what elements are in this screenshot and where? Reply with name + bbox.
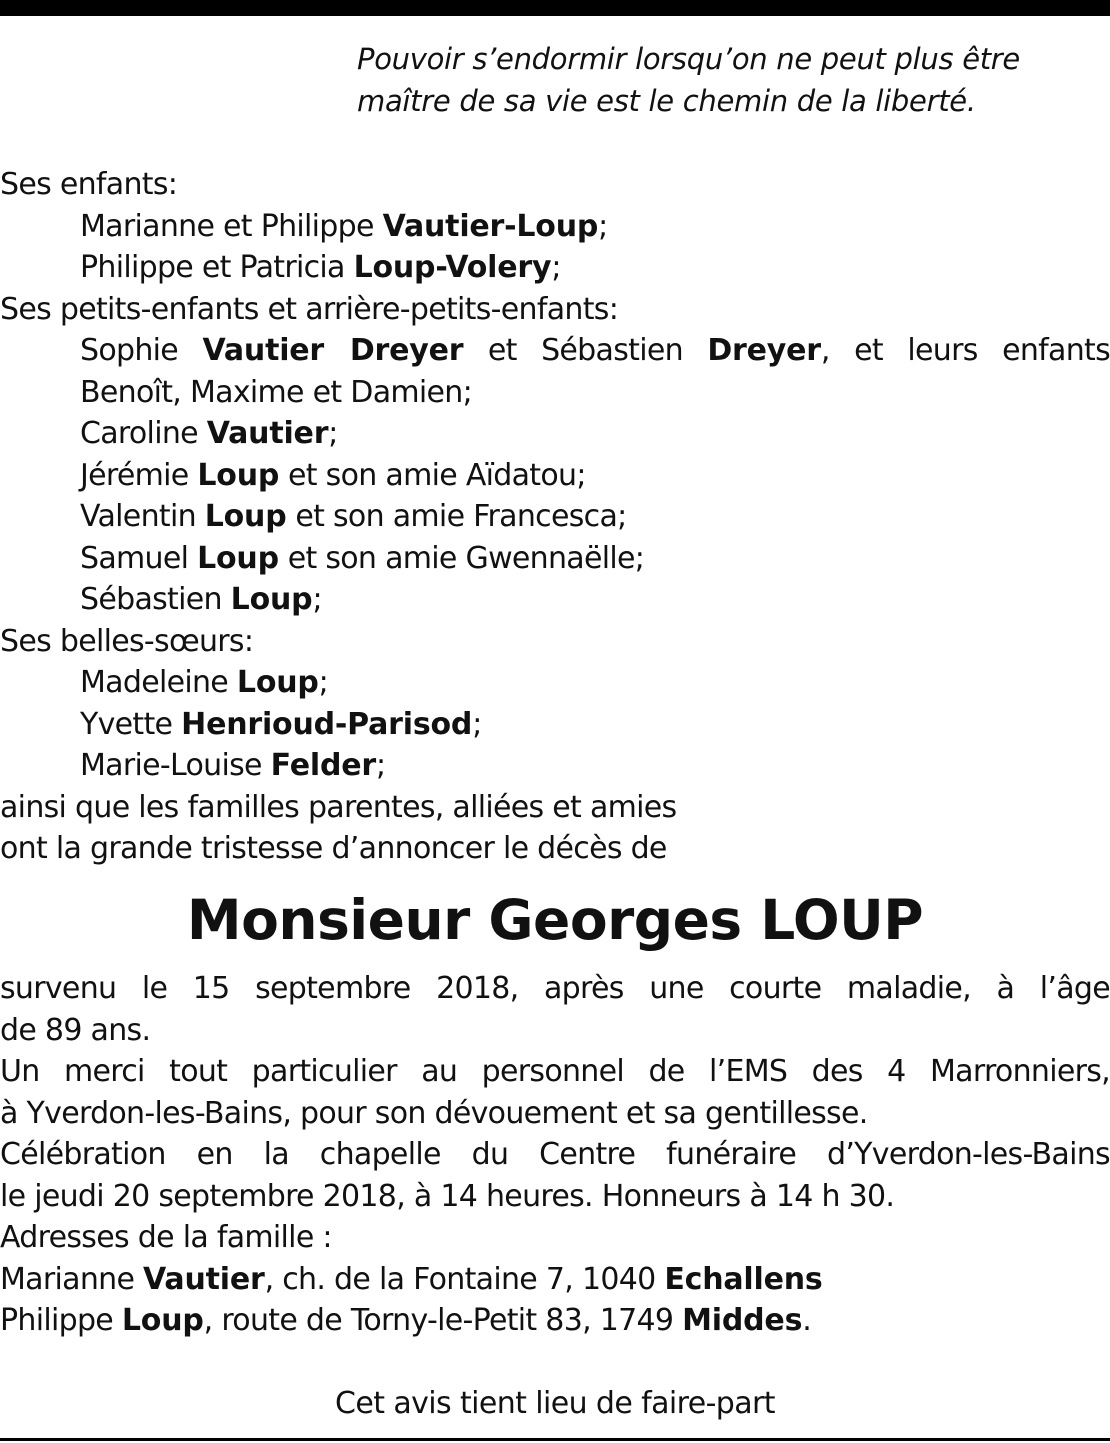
closing-line: ainsi que les familles parentes, alliées et amies bbox=[0, 789, 677, 825]
family-address: Philippe Loup, route de Torny-le-Petit 83, 1749 Middes. bbox=[0, 1303, 812, 1338]
death-notice: survenu le 15 septembre 2018, après une courte maladie, à l’âge bbox=[0, 971, 1110, 1006]
surname: Vautier bbox=[143, 1261, 265, 1297]
family-entry: Yvette Henrioud-Parisod; bbox=[80, 706, 482, 742]
children-heading: Ses enfants: bbox=[0, 167, 178, 202]
family-entry: Madeleine Loup; bbox=[80, 665, 329, 700]
surname: Vautier-Loup bbox=[382, 208, 599, 244]
surname: Loup bbox=[230, 582, 313, 617]
surname: Loup bbox=[197, 540, 279, 576]
family-entry: Jérémie Loup et son amie Aïdatou; bbox=[80, 457, 586, 493]
family-entry: Marianne et Philippe Vautier-Loup; bbox=[80, 208, 608, 244]
surname: Loup bbox=[197, 457, 280, 493]
family-entry: Sophie Vautier Dreyer et Sébastien Dreyer, et leurs enfants bbox=[80, 333, 1110, 368]
family-entry: Caroline Vautier; bbox=[80, 416, 338, 451]
quote-line: maître de sa vie est le chemin de la liberté. bbox=[357, 84, 976, 118]
announcement-details bbox=[0, 968, 1110, 1342]
epigraph-quote bbox=[357, 38, 1097, 122]
family-entry: Valentin Loup et son amie Francesca; bbox=[80, 499, 627, 534]
surname: Henrioud-Parisod bbox=[181, 706, 473, 742]
footer-note: Cet avis tient lieu de faire-part bbox=[335, 1386, 775, 1421]
ceremony-info: le jeudi 20 septembre 2018, à 14 heures. Honneurs à 14 h 30. bbox=[0, 1178, 895, 1214]
ceremony-info: Célébration en la chapelle du Centre funéraire d’Yverdon-les-Bains bbox=[0, 1137, 1110, 1172]
family-entry-continued: Benoît, Maxime et Damien; bbox=[80, 374, 473, 410]
thanks-note: à Yverdon-les-Bains, pour son dévouement et sa gentillesse. bbox=[0, 1095, 868, 1131]
surname: Loup bbox=[121, 1303, 204, 1338]
surname: Loup bbox=[204, 499, 287, 534]
thanks-note: Un merci tout particulier au personnel de l’EMS des 4 Marronniers, bbox=[0, 1054, 1110, 1089]
bottom-rule bbox=[0, 1438, 1110, 1441]
sisters-in-law-heading: Ses belles-sœurs: bbox=[0, 623, 254, 659]
grandchildren-heading: Ses petits-enfants et arrière-petits-enfants: bbox=[0, 291, 619, 327]
family-entry: Philippe et Patricia Loup-Volery; bbox=[80, 250, 561, 285]
surname: Felder bbox=[270, 748, 376, 783]
family-entry: Sébastien Loup; bbox=[80, 582, 322, 617]
town: Echallens bbox=[664, 1261, 823, 1297]
death-notice: de 89 ans. bbox=[0, 1012, 151, 1048]
surname: Vautier bbox=[206, 416, 329, 451]
surname: Vautier Dreyer bbox=[202, 333, 464, 368]
family-list bbox=[0, 164, 1110, 870]
surname: Loup-Volery bbox=[353, 250, 552, 285]
closing-line: ont la grande tristesse d’annoncer le décès de bbox=[0, 831, 667, 866]
family-entry: Marie-Louise Felder; bbox=[80, 748, 386, 783]
quote-line: Pouvoir s’endormir lorsqu’on ne peut plus être bbox=[357, 42, 1020, 76]
family-entry: Samuel Loup et son amie Gwennaëlle; bbox=[80, 540, 645, 576]
deceased-name: Monsieur Georges LOUP bbox=[186, 888, 924, 952]
surname: Loup bbox=[236, 665, 319, 700]
family-address: Marianne Vautier, ch. de la Fontaine 7, 1040 Echallens bbox=[0, 1261, 823, 1297]
surname: Dreyer bbox=[707, 333, 821, 368]
addresses-heading: Adresses de la famille : bbox=[0, 1220, 332, 1255]
town: Middes bbox=[682, 1303, 803, 1338]
top-rule bbox=[0, 0, 1110, 16]
